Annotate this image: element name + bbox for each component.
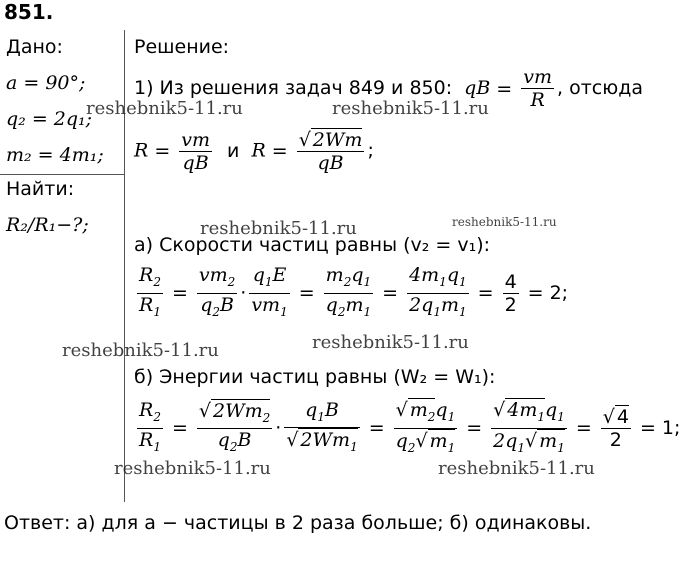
find-line-1: R₂/R₁−?; — [6, 214, 89, 236]
radius-formulas: R = $\frac{vm}{qB}$ и R = $\frac{√ 2Wm}{qB}$ ; — [134, 128, 374, 174]
step1-prefix: 1) Из решения задач 849 и 850: — [134, 77, 453, 99]
watermark-8: reshebnik5-11.ru — [438, 458, 595, 479]
given-line-1: a = 90°; — [6, 72, 86, 94]
part-a-heading: а) Скорости частиц равны (v₂ = v₁): — [134, 234, 491, 256]
step1-line: 1) Из решения задач 849 и 850: qB = $\frac{vm}{R}$ , отсюда — [134, 66, 643, 111]
solution-label: Решение: — [134, 36, 230, 58]
watermark-6: reshebnik5-11.ru — [312, 332, 469, 353]
watermark-4: reshebnik5-11.ru — [452, 215, 557, 229]
part-b-formula: $\frac{R_2}{R_1}$ = $\frac{√ 2Wm_2}{q_2B}$ · $\frac{q_1B}{√ 2Wm_1}$ = $\frac{√ m_2q_1}{q_2√ m_1}$ = $\frac{√ 4m_1q_1}{2q_1√ m_1}$ = $\frac{√ 4}{2}$ = 1; — [134, 398, 680, 459]
part-b-heading: б) Энергии частиц равны (W₂ = W₁): — [134, 366, 496, 388]
watermark-7: reshebnik5-11.ru — [114, 458, 271, 479]
step1-suffix: , отсюда — [556, 77, 643, 99]
find-label: Найти: — [6, 178, 75, 200]
formula-vm-over-R: $\frac{vm}{R}$ — [523, 66, 552, 111]
horizontal-divider — [0, 174, 124, 175]
given-line-3: m₂ = 4m₁; — [6, 144, 104, 166]
watermark-1: reshebnik5-11.ru — [86, 98, 243, 119]
watermark-3: reshebnik5-11.ru — [200, 218, 357, 239]
watermark-2: reshebnik5-11.ru — [332, 98, 489, 119]
problem-number: 851. — [4, 0, 54, 24]
given-line-2: q₂ = 2q₁; — [6, 108, 93, 130]
answer-line: Ответ: а) для a − частицы в 2 раза больше; б) одинаковы. — [4, 512, 592, 534]
and-word: и — [227, 139, 240, 162]
given-label: Дано: — [6, 36, 63, 58]
watermark-5: reshebnik5-11.ru — [62, 340, 219, 361]
part-a-formula: $\frac{R_2}{R_1}$ = $\frac{vm_2}{q_2B}$ · $\frac{q_1E}{vm_1}$ = $\frac{m_2q_1}{q_2m_1}$ = $\frac{4m_1q_1}{2q_1m_1}$ = $\frac{4}{2}$ = 2; — [139, 264, 569, 319]
